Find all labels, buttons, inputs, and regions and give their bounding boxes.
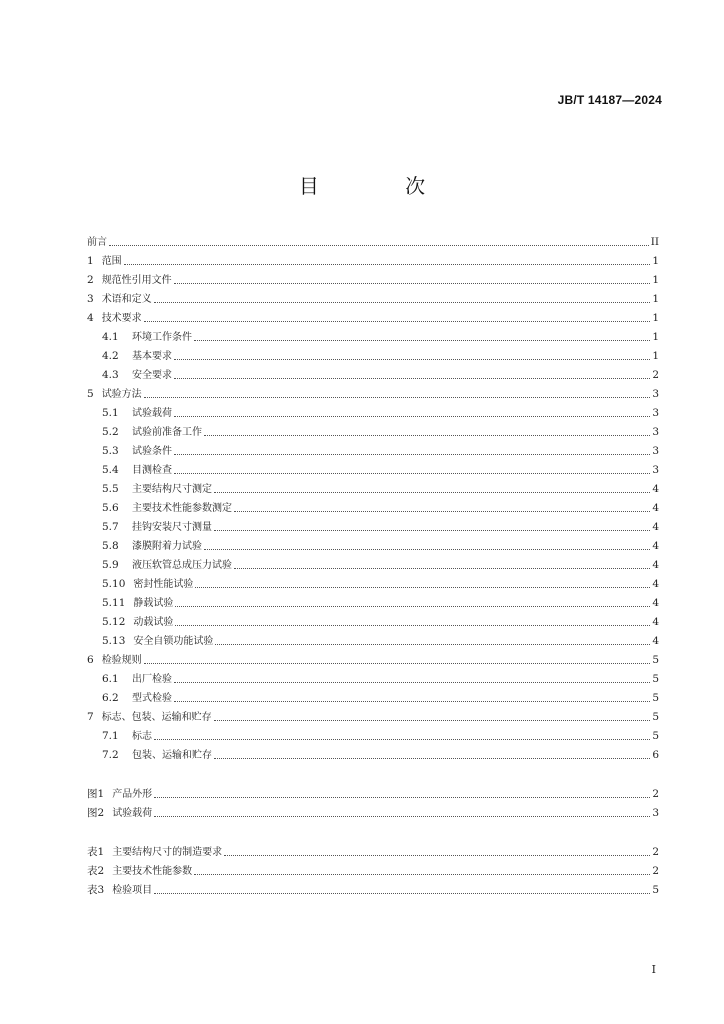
toc-entry[interactable] — [87, 782, 659, 801]
toc-entry-number: 5.13 — [102, 635, 126, 647]
toc-entry-number: 4 — [87, 312, 94, 324]
dot-leader — [204, 548, 650, 550]
toc-entry-label: 产品外形 — [112, 789, 153, 800]
toc-entry-label: 主要技术性能参数 — [112, 866, 193, 877]
toc-entry-number: 3 — [87, 293, 94, 305]
toc-entry-number: 4.3 — [102, 369, 119, 381]
dot-leader — [214, 757, 650, 759]
toc-entry-page: 5 — [652, 654, 659, 666]
section-gap — [87, 762, 659, 782]
toc-entry-label: 安全要求 — [132, 370, 172, 381]
toc-entry-label: 主要结构尺寸测定 — [132, 484, 212, 495]
dot-leader — [174, 700, 650, 702]
toc-entry[interactable] — [87, 287, 659, 306]
toc-entry[interactable] — [87, 629, 659, 648]
dot-leader — [194, 873, 650, 875]
toc-entry-label: 型式检验 — [132, 693, 172, 704]
toc-entry[interactable] — [87, 591, 659, 610]
toc-entry-label: 动载试验 — [133, 617, 174, 628]
toc-entry-number: 5.5 — [102, 483, 119, 495]
toc-entry[interactable] — [87, 515, 659, 534]
toc-entry[interactable] — [87, 686, 659, 705]
toc-entry-page: 5 — [652, 884, 659, 896]
dot-leader — [154, 892, 650, 894]
toc-entry-page: 4 — [652, 616, 659, 628]
toc-entry-number: 4.2 — [102, 350, 119, 362]
toc-entry[interactable] — [87, 610, 659, 629]
dot-leader — [174, 453, 650, 455]
toc-entry-page: 2 — [652, 369, 659, 381]
toc-entry[interactable] — [87, 268, 659, 287]
toc-entry-page: 2 — [652, 788, 659, 800]
dot-leader — [154, 815, 650, 817]
toc-entry[interactable] — [87, 230, 659, 249]
toc-entry-page: 1 — [652, 255, 659, 267]
toc-entry[interactable] — [87, 534, 659, 553]
toc-entry-page: 5 — [652, 673, 659, 685]
page-title: 目 次 — [298, 174, 466, 198]
toc-entry[interactable] — [87, 648, 659, 667]
toc-entry-page: 2 — [652, 865, 659, 877]
toc-entry-label: 检验规则 — [101, 655, 142, 666]
dot-leader — [195, 586, 650, 588]
dot-leader — [154, 796, 650, 798]
toc-entry-label: 静载试验 — [133, 598, 174, 609]
page-number: I — [651, 963, 656, 976]
dot-leader — [234, 510, 650, 512]
toc-entry[interactable] — [87, 325, 659, 344]
dot-leader — [154, 738, 650, 740]
toc-entry-page: 5 — [652, 711, 659, 723]
dot-leader — [174, 681, 650, 683]
toc-entry-label: 试验条件 — [132, 446, 172, 457]
toc-entry-page: 4 — [652, 597, 659, 609]
toc-entry[interactable] — [87, 420, 659, 439]
toc-entry[interactable] — [87, 705, 659, 724]
toc-entry-page: 4 — [652, 521, 659, 533]
toc-entry-page: 1 — [652, 350, 659, 362]
toc-entry-number: 4.1 — [102, 331, 119, 343]
toc-entry-label: 规范性引用文件 — [101, 275, 172, 286]
toc-entry-label: 检验项目 — [112, 885, 153, 896]
dot-leader — [175, 605, 650, 607]
toc-entry[interactable] — [87, 439, 659, 458]
toc-entry-label: 主要结构尺寸的制造要求 — [112, 847, 223, 858]
toc-entry-number: 5.1 — [102, 407, 119, 419]
toc-entry-label: 试验前准备工作 — [132, 427, 202, 438]
toc-entry[interactable] — [87, 840, 659, 859]
dot-leader — [204, 434, 650, 436]
toc-entry-label: 主要技术性能参数测定 — [132, 503, 232, 514]
toc-entry[interactable] — [87, 458, 659, 477]
toc-tables-section — [87, 840, 659, 897]
toc-entry-label: 技术要求 — [101, 313, 142, 324]
toc-entry-page: 4 — [652, 483, 659, 495]
toc-entry-number: 7.2 — [102, 749, 119, 761]
toc-entry[interactable] — [87, 382, 659, 401]
toc-entry-number: 表1 — [87, 846, 105, 858]
toc-entry[interactable] — [87, 344, 659, 363]
toc-entry-label: 试验载荷 — [112, 808, 153, 819]
toc-entry-label: 包装、运输和贮存 — [132, 750, 212, 761]
toc-entry-page: 6 — [652, 749, 659, 761]
dot-leader — [124, 263, 651, 265]
dot-leader — [214, 491, 650, 493]
toc-figures-section — [87, 782, 659, 820]
toc-entry-number: 7 — [87, 711, 94, 723]
toc-entry[interactable] — [87, 801, 659, 820]
toc-entry-page: 4 — [652, 635, 659, 647]
toc-entry-page: 2 — [652, 846, 659, 858]
toc-entry-number: 5.10 — [102, 578, 126, 590]
toc-entry-number: 5 — [87, 388, 94, 400]
toc-entry-label: 术语和定义 — [101, 294, 152, 305]
toc-entry[interactable] — [87, 363, 659, 382]
toc-entry[interactable] — [87, 401, 659, 420]
toc-entry-page: 3 — [652, 426, 659, 438]
toc-entry-number: 5.9 — [102, 559, 119, 571]
toc-entry-label: 前言 — [87, 237, 107, 248]
toc-entry[interactable] — [87, 724, 659, 743]
toc-entry-label: 挂钩安装尺寸测量 — [132, 522, 212, 533]
dot-leader — [175, 624, 650, 626]
dot-leader — [194, 339, 650, 341]
toc-entry-page: 1 — [652, 293, 659, 305]
toc-entry-label: 漆膜附着力试验 — [132, 541, 202, 552]
toc-entry-label: 试验方法 — [101, 389, 142, 400]
standard-code: JB/T 14187—2024 — [557, 93, 662, 107]
toc-entry[interactable] — [87, 572, 659, 591]
toc-entry-page: 3 — [652, 445, 659, 457]
toc-entry-number: 1 — [87, 255, 94, 267]
toc-entry-page: 1 — [652, 312, 659, 324]
section-gap — [87, 820, 659, 840]
dot-leader — [144, 396, 651, 398]
table-of-contents — [87, 230, 659, 897]
toc-entry-page: 3 — [652, 407, 659, 419]
toc-entry[interactable] — [87, 859, 659, 878]
toc-entry-label: 液压软管总成压力试验 — [132, 560, 232, 571]
toc-entry-number: 图2 — [87, 807, 105, 819]
toc-entry-number: 2 — [87, 274, 94, 286]
toc-entry-label: 密封性能试验 — [133, 579, 194, 590]
toc-entry-label: 出厂检验 — [132, 674, 172, 685]
toc-entry-page: 3 — [652, 388, 659, 400]
toc-entry-label: 安全自锁功能试验 — [133, 636, 214, 647]
toc-entry-page: 4 — [652, 559, 659, 571]
dot-leader — [174, 377, 650, 379]
toc-entry-page: 1 — [652, 331, 659, 343]
dot-leader — [224, 854, 650, 856]
toc-main-section — [87, 230, 659, 762]
toc-entry-number: 5.11 — [102, 597, 126, 609]
toc-entry[interactable] — [87, 306, 659, 325]
dot-leader — [174, 282, 651, 284]
toc-entry[interactable] — [87, 249, 659, 268]
toc-entry-label: 范围 — [101, 256, 122, 267]
toc-entry-number: 图1 — [87, 788, 105, 800]
dot-leader — [154, 301, 651, 303]
toc-entry-number: 6 — [87, 654, 94, 666]
toc-entry-page: 5 — [652, 730, 659, 742]
toc-entry-page: 1 — [652, 274, 659, 286]
toc-entry-label: 标志 — [132, 731, 152, 742]
toc-entry-page: 4 — [652, 540, 659, 552]
dot-leader — [214, 719, 651, 721]
toc-entry[interactable] — [87, 667, 659, 686]
toc-entry-number: 5.7 — [102, 521, 119, 533]
dot-leader — [174, 358, 650, 360]
dot-leader — [174, 415, 650, 417]
toc-entry-label: 试验载荷 — [132, 408, 172, 419]
toc-entry-number: 5.12 — [102, 616, 126, 628]
toc-entry-page: II — [650, 236, 659, 248]
toc-entry-page: 4 — [652, 502, 659, 514]
dot-leader — [214, 529, 650, 531]
dot-leader — [234, 567, 650, 569]
toc-entry-label: 环境工作条件 — [132, 332, 192, 343]
dot-leader — [174, 472, 650, 474]
toc-entry[interactable] — [87, 878, 659, 897]
toc-entry-number: 7.1 — [102, 730, 119, 742]
toc-entry-number: 5.4 — [102, 464, 119, 476]
toc-entry-page: 3 — [652, 807, 659, 819]
toc-entry[interactable] — [87, 477, 659, 496]
toc-entry-number: 6.1 — [102, 673, 119, 685]
toc-entry-page: 4 — [652, 578, 659, 590]
toc-entry-number: 表3 — [87, 884, 105, 896]
dot-leader — [144, 320, 651, 322]
dot-leader — [109, 244, 649, 246]
toc-entry-label: 基本要求 — [132, 351, 172, 362]
toc-entry-number: 表2 — [87, 865, 105, 877]
toc-entry-number: 5.8 — [102, 540, 119, 552]
toc-entry-page: 5 — [652, 692, 659, 704]
toc-entry-number: 5.3 — [102, 445, 119, 457]
toc-entry[interactable] — [87, 496, 659, 515]
toc-entry-number: 6.2 — [102, 692, 119, 704]
toc-entry[interactable] — [87, 743, 659, 762]
toc-entry[interactable] — [87, 553, 659, 572]
dot-leader — [144, 662, 651, 664]
toc-entry-number: 5.2 — [102, 426, 119, 438]
toc-entry-page: 3 — [652, 464, 659, 476]
toc-entry-number: 5.6 — [102, 502, 119, 514]
toc-entry-label: 目测检查 — [132, 465, 172, 476]
toc-entry-label: 标志、包装、运输和贮存 — [101, 712, 212, 723]
dot-leader — [215, 643, 650, 645]
